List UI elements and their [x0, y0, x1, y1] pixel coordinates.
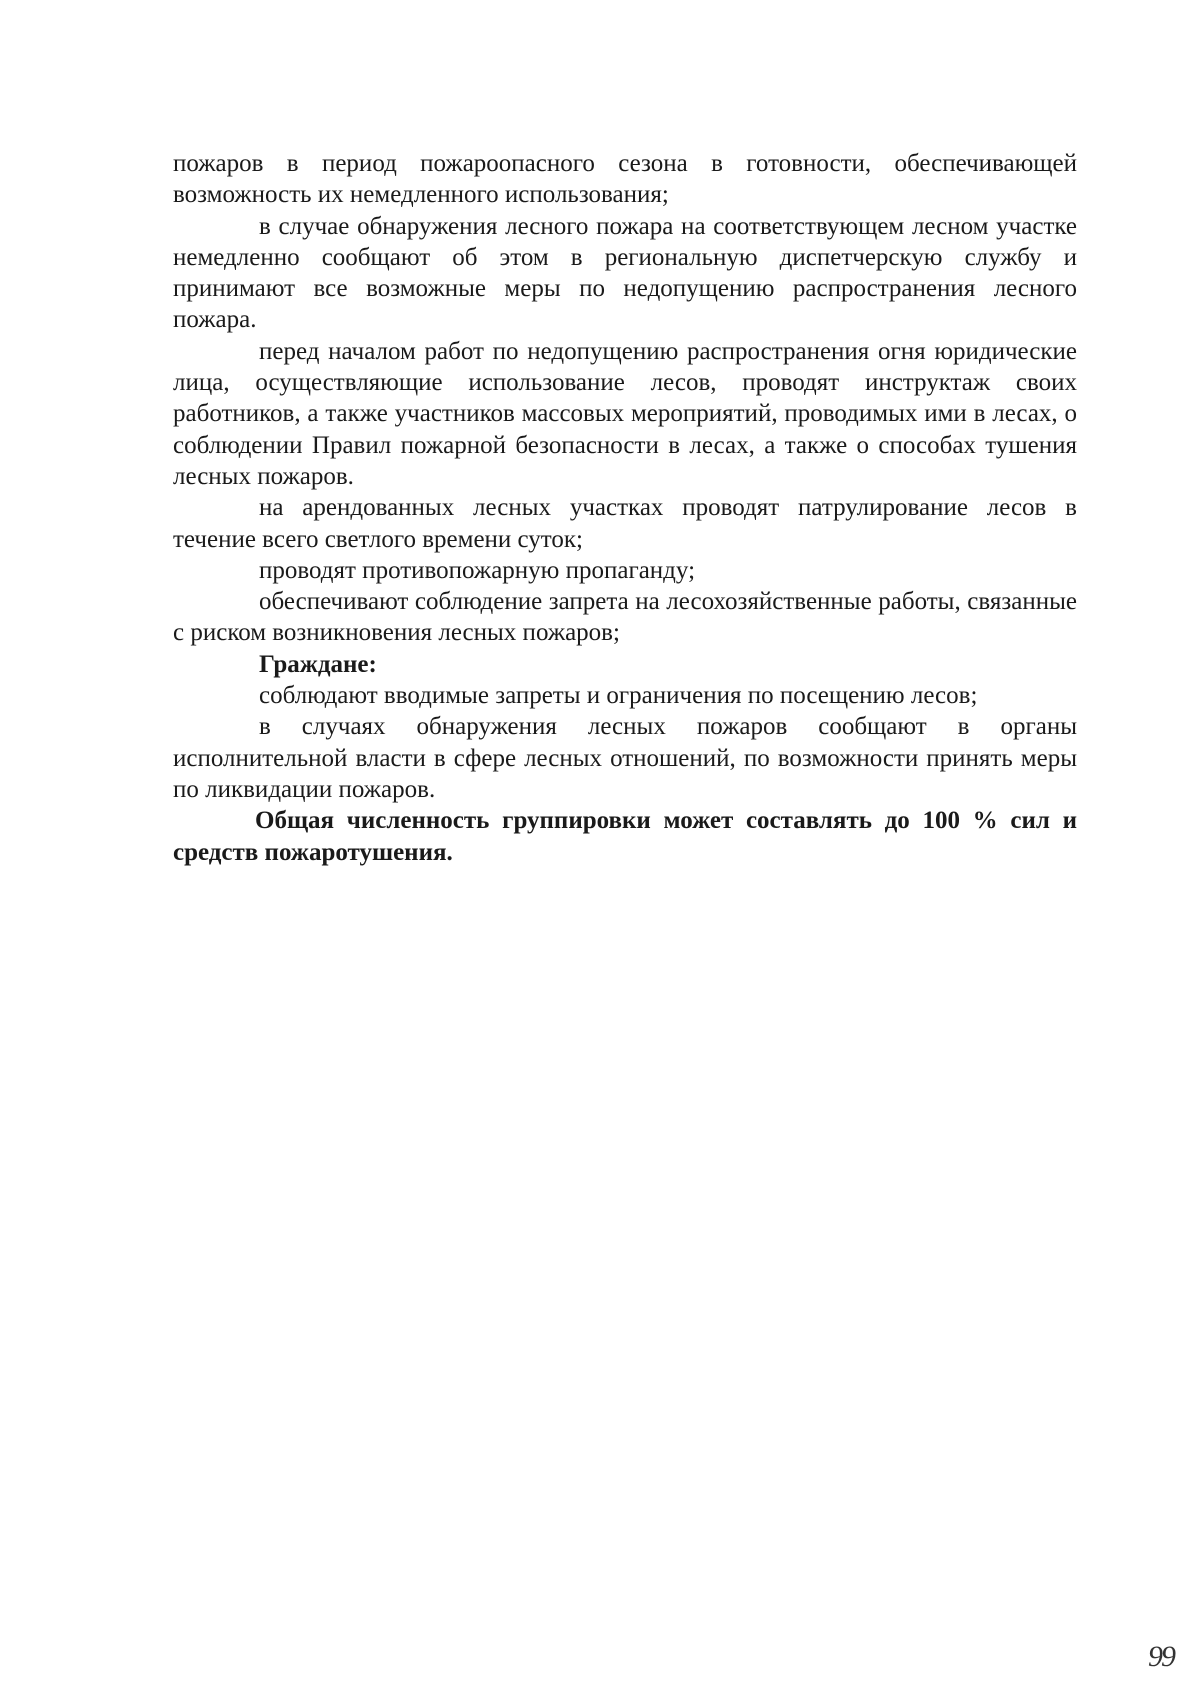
citizens-heading: Граждане:	[259, 650, 377, 678]
paragraph-total-strength: Общая численность группировки может составлять до 100 % сил и средств пожаротушения.	[173, 807, 1077, 866]
paragraph-citizens-restrictions: соблюдают вводимые запреты и ограничения по посещению лесов;	[259, 682, 978, 710]
paragraph-propaganda: проводят противопожарную пропаганду;	[259, 556, 696, 584]
paragraph-equipment-readiness: пожаров в период пожароопасного сезона в готовности, обеспечивающей возможность их немедленного использования;	[173, 150, 1077, 209]
page-number: 99	[1148, 1640, 1174, 1673]
document-body	[173, 148, 1077, 868]
paragraph-briefing: перед началом работ по недопущению распространения огня юридические лица, осуществляющие использование лесов, проводят инструктаж своих работников, а также участников массовых мероприятий, проводимых ими в лесах, о соблюдении Правил пожарной безопасности в лесах, а также о способах тушения лесных пожаров.	[173, 337, 1077, 490]
paragraph-work-ban: обеспечивают соблюдение запрета на лесохозяйственные работы, связанные с риском возникновения лесных пожаров;	[173, 588, 1077, 647]
paragraph-fire-detection: в случае обнаружения лесного пожара на соответствующем лесном участке немедленно сообщают об этом в региональную диспетчерскую службу и принимают все возможные меры по недопущению распространения лесного пожара.	[173, 212, 1077, 334]
paragraph-citizens-reporting: в случаях обнаружения лесных пожаров сообщают в органы исполнительной власти в сфере лесных отношений, по возможности принять меры по ликвидации пожаров.	[173, 713, 1077, 803]
paragraph-patrolling: на арендованных лесных участках проводят патрулирование лесов в течение всего светлого времени суток;	[173, 494, 1077, 553]
